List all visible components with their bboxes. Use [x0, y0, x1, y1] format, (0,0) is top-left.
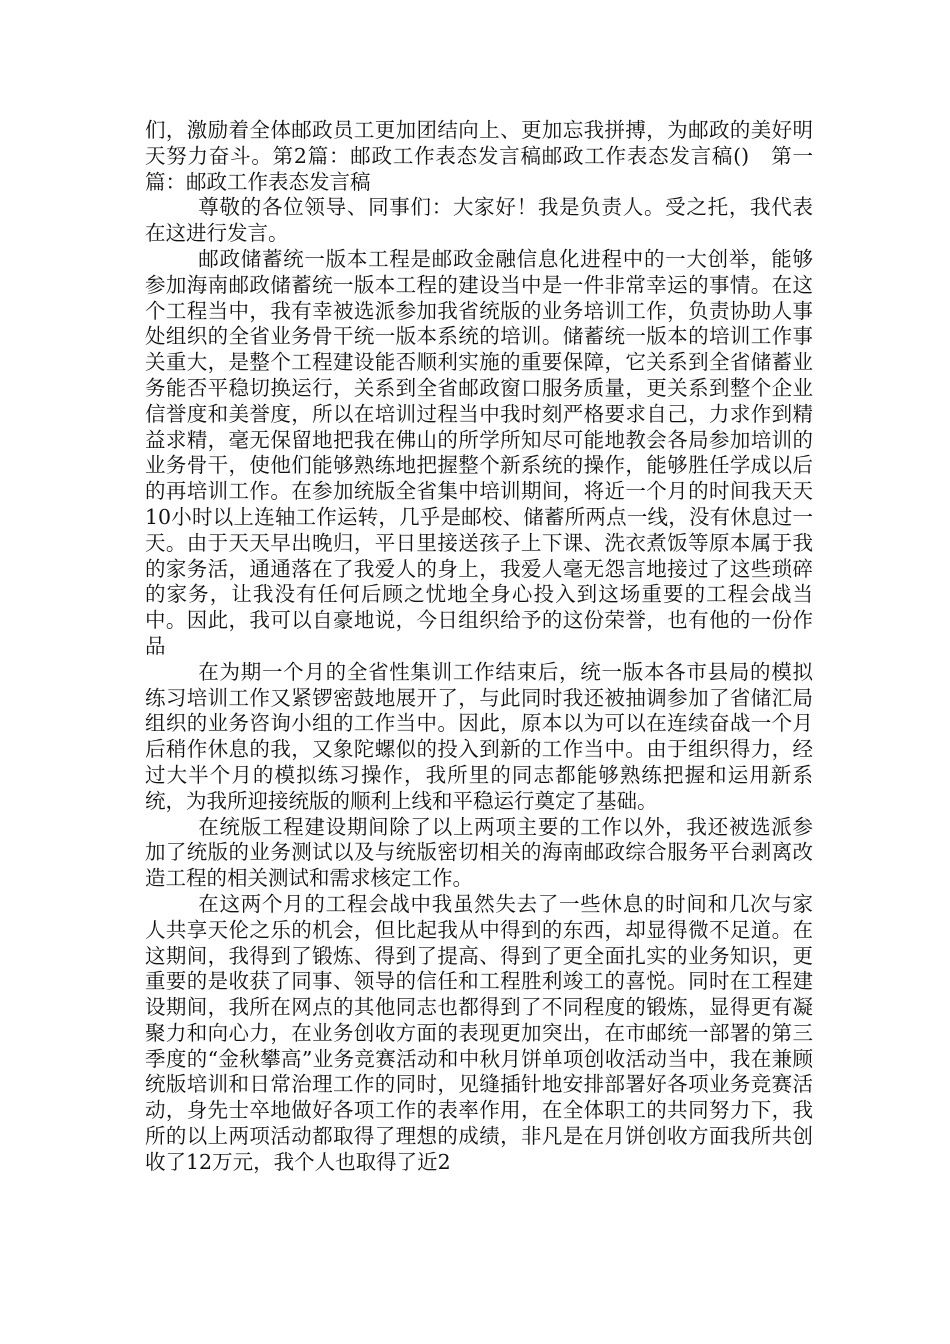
paragraph-testing: 在统版工程建设期间除了以上两项主要的工作以外，我还被选派参加了统版的业务测试以及与统版密切相关的海南邮政综合服务平台剥离改造工程的相关测试和需求核定工作。 [145, 814, 813, 891]
paragraph-intro: 们，激励着全体邮政员工更加团结向上、更加忘我拼搏，为邮政的美好明天努力奋斗。第2篇：邮政工作表态发言稿邮政工作表态发言稿() 第一篇：邮政工作表态发言稿 [145, 118, 813, 194]
paragraph-greeting: 尊敬的各位领导、同事们：大家好！我是负责人。受之托，我代表在这进行发言。 [145, 195, 813, 246]
paragraph-summary: 在这两个月的工程会战中我虽然失去了一些休息的时间和几次与家人共享天伦之乐的机会，但比起我从中得到的东西，却显得微不足道。在这期间，我得到了锻炼、得到了提高、得到了更全面扎实的业务知识，更重要的是收获了同事、领导的信任和工程胜利竣工的喜悦。同时在工程建设期间，我所在网点的其他同志也都得到了不同程度的锻炼，显得更有凝聚力和向心力，在业务创收方面的表现更加突出，在市邮统一部署的第三季度的“金秋攀高”业务竞赛活动和中秋月饼单项创收活动当中，我在兼顾统版培训和日常治理工作的同时，见缝插针地安排部署好各项业务竞赛活动，身先士卒地做好各项工作的表率作用，在全体职工的共同努力下，我所的以上两项活动都取得了理想的成绩，非凡是在月饼创收方面我所共创收了12万元，我个人也取得了近2 [145, 891, 813, 1174]
document-body [145, 118, 813, 1176]
paragraph-simulation-training: 在为期一个月的全省性集训工作结束后，统一版本各市县局的模拟练习培训工作又紧锣密鼓地展开了，与此同时我还被抽调参加了省储汇局组织的业务咨询小组的工作当中。因此，原本以为可以在连续奋战一个月后稍作休息的我，又象陀螺似的投入到新的工作当中。由于组织得力，经过大半个月的模拟练习操作，我所里的同志都能够熟练把握和运用新系统，为我所迎接统版的顺利上线和平稳运行奠定了基础。 [145, 659, 813, 813]
paragraph-project: 邮政储蓄统一版本工程是邮政金融信息化进程中的一大创举，能够参加海南邮政储蓄统一版本工程的建设当中是一件非常幸运的事情。在这个工程当中，我有幸被选派参加我省统版的业务培训工作，负责协助人事处组织的全省业务骨干统一版本系统的培训。储蓄统一版本的培训工作事关重大，是整个工程建设能否顺利实施的重要保障，它关系到全省储蓄业务能否平稳切换运行，关系到全省邮政窗口服务质量，更关系到整个企业信誉度和美誉度，所以在培训过程当中我时刻严格要求自己，力求作到精益求精，毫无保留地把我在佛山的所学所知尽可能地教会各局参加培训的业务骨干，使他们能够熟练地把握整个新系统的操作，能够胜任学成以后的再培训工作。在参加统版全省集中培训期间，将近一个月的时间我天天10小时以上连轴工作运转，几乎是邮校、储蓄所两点一线，没有休息过一天。由于天天早出晚归，平日里接送孩子上下课、洗衣煮饭等原本属于我的家务活，通通落在了我爱人的身上，我爱人毫无怨言地接过了这些琐碎的家务，让我没有任何后顾之忧地全身心投入到这场重要的工程会战当中。因此，我可以自豪地说，今日组织给予的这份荣誉，也有他的一份作品 [145, 246, 813, 658]
